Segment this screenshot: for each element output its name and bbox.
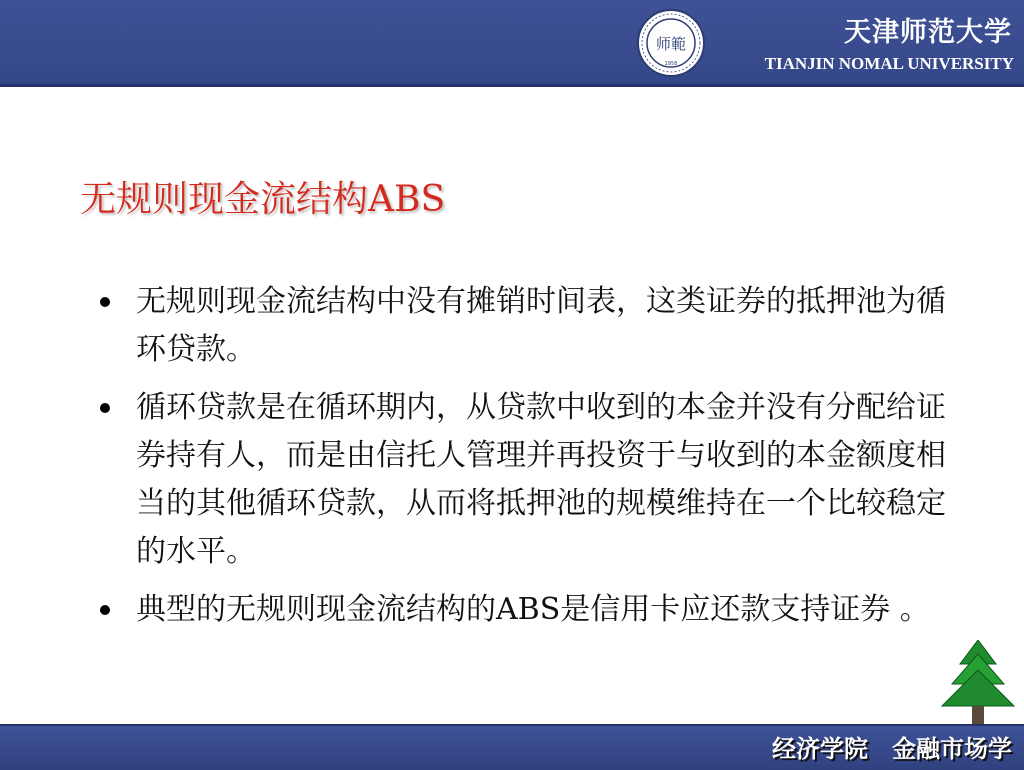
- bullet-item: [96, 586, 946, 634]
- bullet-text: 循环贷款是在循环期内，从贷款中收到的本金并没有分配给证券持有人，而是由信托人管理并再投资于与收到的本金额度相当的其他循环贷款，从而将抵押池的规模维持在一个比较稳定的水平。: [136, 390, 946, 569]
- footer-label: [772, 732, 1012, 766]
- bullet-dot-icon: [100, 297, 110, 307]
- seal-year: 1958: [664, 61, 678, 67]
- footer-school: 经济学院: [772, 735, 868, 763]
- slide-title: 无规则现金流结构ABS: [80, 179, 446, 220]
- bullet-text: 无规则现金流结构中没有摊销时间表，这类证券的抵押池为循环贷款。: [136, 284, 946, 367]
- bullet-text: 典型的无规则现金流结构的ABS是信用卡应还款支持证券 。: [136, 592, 930, 627]
- university-name-cn: 天津师范大学: [844, 17, 1012, 48]
- university-name-en: TIANJIN NOMAL UNIVERSITY: [764, 54, 1014, 73]
- bullet-list: [96, 278, 946, 644]
- bullet-item: [96, 384, 946, 576]
- bullet-dot-icon: [100, 605, 110, 615]
- bullet-item: [96, 278, 946, 374]
- bullet-dot-icon: [100, 403, 110, 413]
- footer-course: 金融市场学: [892, 735, 1012, 763]
- header-bar: [0, 0, 1024, 87]
- university-seal-icon: [636, 8, 706, 78]
- footer-bar: [0, 724, 1024, 770]
- pine-tree-icon: [938, 640, 1018, 726]
- seal-glyph: 师範: [655, 35, 687, 53]
